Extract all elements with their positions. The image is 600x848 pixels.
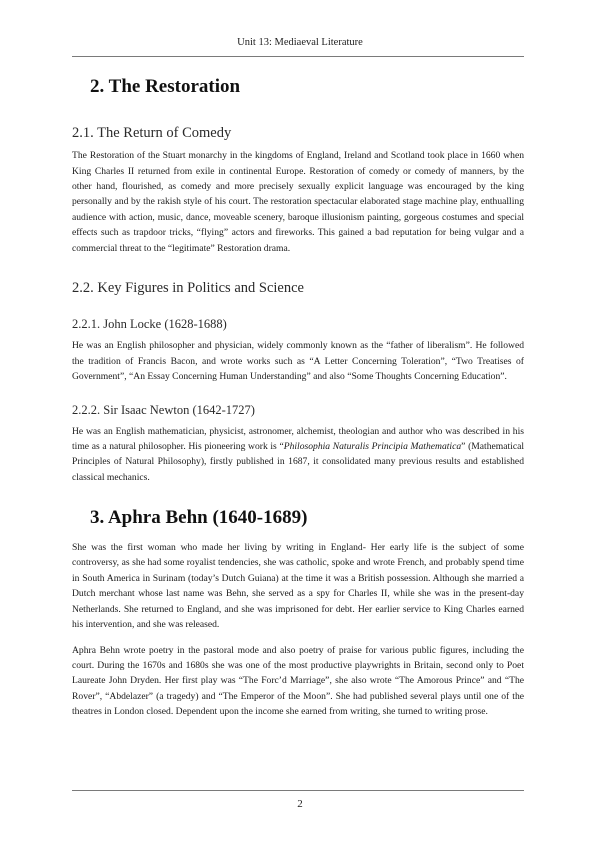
subsection-heading-return-of-comedy: 2.1. The Return of Comedy: [72, 124, 232, 141]
newton-text-pre: He was an English mathematician, physicist, astronomer, alchemist, theologian and author who was described in his time as a natural philosopher. His pioneering work is “: [72, 425, 524, 453]
newton-text-post: ” (Mathematical Principles of Natural Philosophy), firstly published in 1687, it consolidated many previous results and established classical mechanics.: [72, 441, 525, 483]
newton-work-title: Philosophia Naturalis Principia Mathematica: [283, 441, 462, 453]
paragraph-behn-works: Aphra Behn wrote poetry in the pastoral mode and also poetry of praise for various public figures, including the court. During the 1670s and 1680s she was one of the most productive playwrights in Britain, second only to Poet Laureate John Dryden. Her first play was “The Forc’d Marriage”, she also wrote “The Amorous Prince” and “The Rover”, “Abdelazer” (a tragedy) and “The Emperor of the Moon”. She had published several plays until one of the theatres in London closed. Dependent upon the income she earned from writing, she turned to writing prose.: [72, 644, 524, 718]
section-heading-restoration: 2. The Restoration: [90, 76, 241, 97]
running-header: Unit 13: Mediaeval Literature: [237, 37, 363, 48]
page-content: [72, 70, 524, 720]
subsection-heading-key-figures: 2.2. Key Figures in Politics and Science: [72, 280, 304, 297]
subsubsection-heading-locke: 2.2.1. John Locke (1628-1688): [72, 317, 227, 332]
section-heading-aphra-behn: 3. Aphra Behn (1640-1689): [90, 507, 308, 529]
paragraph-behn-life: She was the first woman who made her living by writing in England- Her early life is the subject of some controversy, as she had some royalist tendencies, she was catholic, spoke and wrote French, and probably spend time in South America in Surinam (today’s Dutch Guiana) at the time it was a British possession. Although she married a Dutch merchant whose last name was Behn, she served as a spy for Charles II, while she was in the present-day Netherlands. She returned to England, and she was imprisoned for debt. Her earlier service to King Charles earned his intervention, and she was released.: [72, 542, 524, 631]
subsubsection-heading-newton: 2.2.2. Sir Isaac Newton (1642-1727): [72, 402, 255, 417]
paragraph-locke: He was an English philosopher and physician, widely commonly known as the “father of liberalism”. He followed the tradition of Francis Bacon, and wrote works such as “A Letter Concerning Toleration”, “Two Treatises of Government”, “An Essay Concerning Human Understanding” and also “Some Thoughts Concerning Education”.: [72, 340, 524, 383]
footer-rule: [72, 790, 524, 791]
page-number: 2: [297, 798, 303, 810]
paragraph-newton: [72, 424, 524, 486]
header-rule: [72, 56, 524, 57]
paragraph-return-of-comedy: The Restoration of the Stuart monarchy in the kingdoms of England, Ireland and Scotland took place in 1660 when King Charles II returned from exile in continental Europe. Restoration of comedy or comedy of manners, by the other hand, flourished, as comedy and more precisely sexually explicit language was encouraged by the king personally and by the rakish style of his court. The restoration spectacular elaborated stage machine play, enthualling audience with action, music, dance, moveable scenery, baroque illusionism painting, gorgeous costumes and special effects such as trapdoor tricks, “flying” actors and fireworks. This gained a bad reputation for being vulgar and a commercial threat to the “legitimate” Restoration drama.: [72, 150, 524, 254]
